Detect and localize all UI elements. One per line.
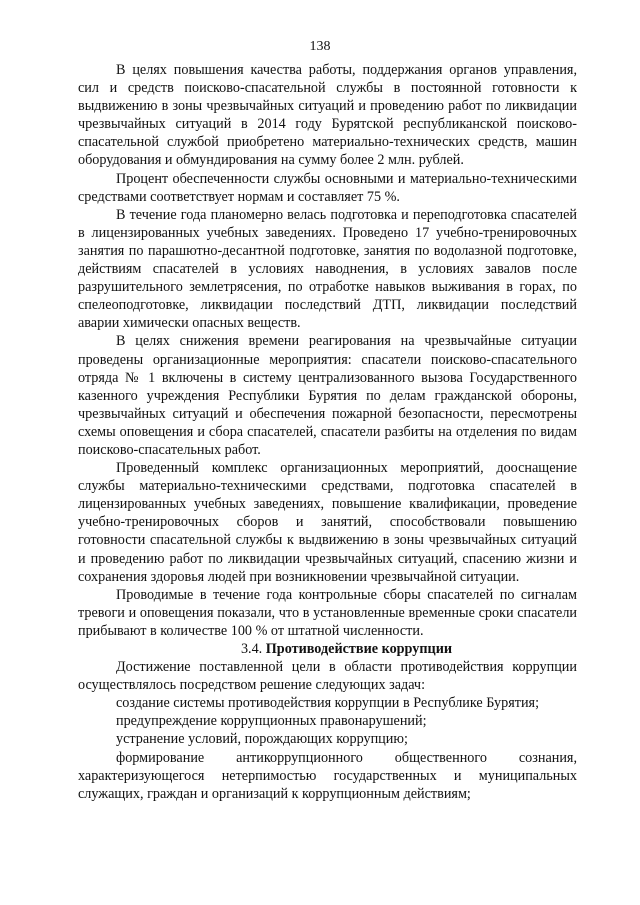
list-item: создание системы противодействия коррупции в Республике Бурятия; — [116, 695, 540, 712]
section-title: Противодействие коррупции — [265, 641, 453, 657]
page-number: 138 — [309, 39, 331, 54]
paragraph: Проводимые в течение года контрольные сборы спасателей по сигналам тревоги и оповещения показали, что в установленные временные сроки спасатели прибывают в количестве 100 % от штатной численности. — [78, 586, 577, 639]
section-number: 3.4. — [240, 641, 263, 657]
list-item: формирование антикоррупционного общественного сознания, характеризующегося нетерпимостью государственных и муниципальных служащих, граждан и организаций к коррупционным действиям; — [78, 749, 577, 802]
list-item: предупреждение коррупционных правонарушений; — [116, 713, 427, 730]
paragraph: Достижение поставленной цели в области противодействия коррупции осуществлялось посредством решение следующих задач: — [78, 659, 577, 694]
paragraph: Проведенный комплекс организационных мероприятий, дооснащение службы материально-техническими средствами, подготовка спасателей в лицензированных учебных заведениях, повышение квалификации, проведение учебно-тренировочных сборов и занятий, способствовали повышению готовности спасательной службы к выдвижению в зоны чрезвычайных ситуаций и проведению работ по ликвидации чрезвычайных ситуаций, спасению жизни и сохранения здоровья людей при возникновении чрезвычайной ситуации. — [78, 460, 577, 585]
document-body — [78, 61, 577, 803]
paragraph: В целях снижения времени реагирования на чрезвычайные ситуации проведены организационные мероприятия: спасатели поисково-спасательного отряда № 1 включены в систему централизованного вызова Государственного казенного учреждения Республики Бурятия по делам гражданской обороны, чрезвычайных ситуаций и обеспечения пожарной безопасности, пересмотрены схемы оповещения и сбора спасателей, спасатели разбиты на отделения по видам поисково-спасательных работ. — [78, 333, 577, 458]
list-item: устранение условий, порождающих коррупцию; — [116, 731, 408, 748]
paragraph: В целях повышения качества работы, поддержания органов управления, сил и средств поисково-спасательной службы в постоянной готовности к выдвижению в зоны чрезвычайных ситуаций и проведению работ по ликвидации чрезвычайных ситуаций в 2014 году Бурятской республиканской поисково-спасательной службой приобретено материально-технических средств, машин оборудования и обмундирования на сумму более 2 млн. рублей. — [78, 62, 577, 169]
paragraph: В течение года планомерно велась подготовка и переподготовка спасателей в лицензированных учебных заведениях. Проведено 17 учебно-тренировочных занятия по парашютно-десантной подготовке, занятия по водолазной подготовке, действиям спасателей в условиях наводнения, в условиях завалов после разрушительного землетрясения, по отработке навыков выживания в горах, по спелеоподготовке, ликвидации последствий ДТП, ликвидации последствий аварии химически опасных веществ. — [78, 206, 577, 332]
paragraph: Процент обеспеченности службы основными и материально-техническими средствами соответствует нормам и составляет 75 %. — [78, 170, 577, 205]
section-heading — [78, 640, 577, 658]
